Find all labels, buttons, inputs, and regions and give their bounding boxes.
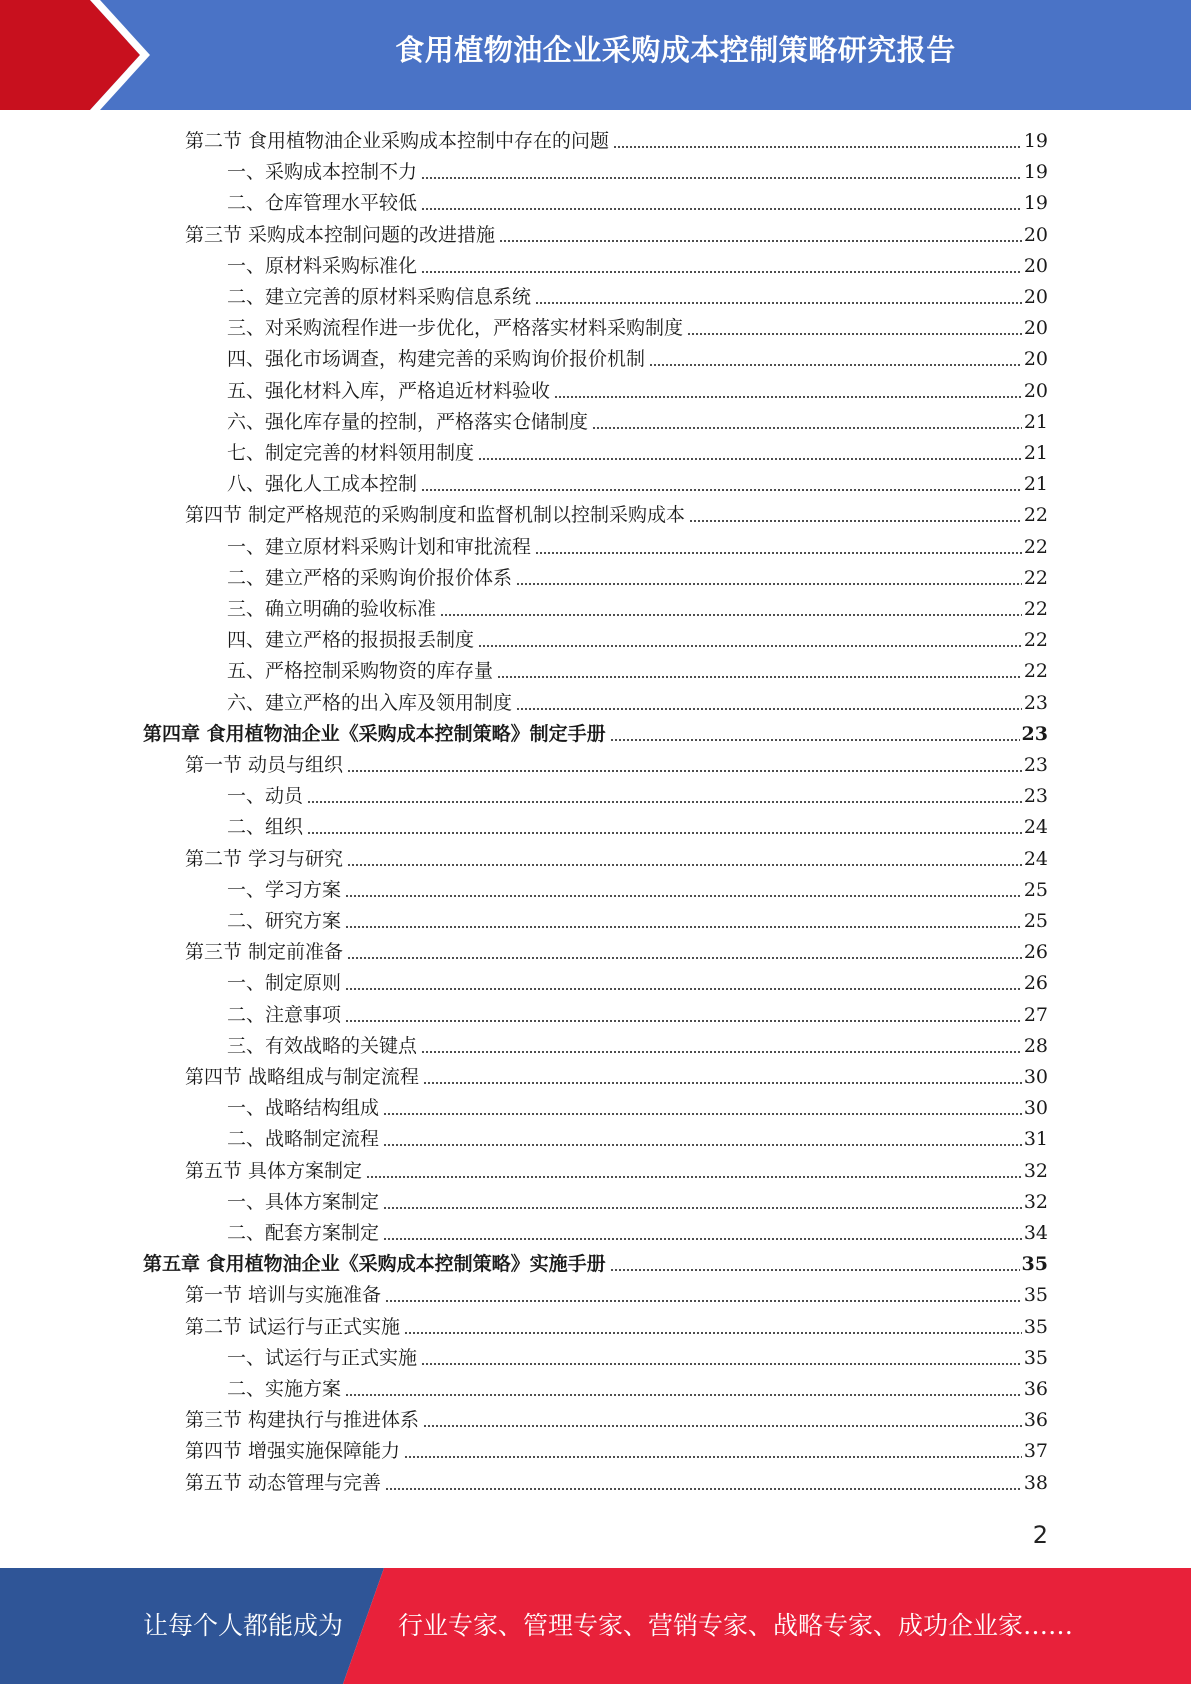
toc-entry[interactable] [227, 908, 1048, 934]
toc-dot-leader [345, 1394, 1022, 1396]
toc-entry-title: 第五节 动态管理与完善 [185, 1471, 382, 1494]
toc-entry-title: 一、具体方案制定 [227, 1190, 380, 1213]
toc-entry-page: 32 [1023, 1159, 1048, 1182]
toc-entry-page: 22 [1023, 566, 1048, 589]
page-number: 2 [1032, 1521, 1048, 1549]
toc-entry[interactable] [227, 1126, 1048, 1152]
toc-entry-page: 25 [1023, 910, 1048, 932]
toc-dot-leader [554, 396, 1022, 398]
toc-dot-leader [347, 770, 1022, 772]
toc-entry-title: 第五章 食用植物油企业《采购成本控制策略》实施手册 [143, 1253, 606, 1276]
toc-entry[interactable] [227, 1002, 1048, 1028]
toc-entry-title: 一、战略结构组成 [227, 1097, 380, 1120]
toc-entry[interactable] [227, 1345, 1048, 1371]
toc-entry-page: 26 [1023, 941, 1048, 964]
toc-entry-title: 三、有效战略的关键点 [227, 1034, 418, 1057]
toc-entry[interactable] [227, 596, 1048, 622]
toc-entry-title: 二、研究方案 [227, 910, 342, 932]
toc-entry-page: 24 [1023, 847, 1048, 870]
toc-entry[interactable] [227, 1033, 1048, 1059]
toc-entry-title: 二、战略制定流程 [227, 1128, 380, 1151]
toc-entry-title: 一、学习方案 [227, 878, 342, 901]
toc-entry-title: 第五节 具体方案制定 [185, 1159, 363, 1182]
toc-entry[interactable] [227, 814, 1048, 840]
toc-entry-page: 36 [1023, 1378, 1048, 1400]
toc-entry-title: 五、强化材料入库，严格追近材料验收 [227, 379, 551, 402]
toc-dot-leader [383, 1207, 1022, 1209]
toc-dot-leader [535, 302, 1022, 304]
toc-entry-page: 20 [1023, 348, 1048, 371]
toc-entry-page: 23 [1021, 722, 1048, 745]
toc-entry-title: 第一节 培训与实施准备 [185, 1284, 382, 1307]
toc-entry[interactable] [185, 128, 1048, 154]
toc-dot-leader [366, 1176, 1022, 1178]
toc-entry[interactable] [227, 159, 1048, 185]
toc-entry[interactable] [227, 1376, 1048, 1402]
toc-dot-leader [383, 1238, 1022, 1240]
toc-entry[interactable] [227, 409, 1048, 435]
toc-entry[interactable] [227, 565, 1048, 591]
toc-entry-page: 20 [1023, 317, 1048, 340]
toc-dot-leader [421, 1051, 1022, 1053]
toc-entry-title: 二、实施方案 [227, 1378, 342, 1400]
toc-entry-title: 第四节 增强实施保障能力 [185, 1440, 401, 1463]
toc-dot-leader [649, 364, 1022, 366]
toc-entry-page: 21 [1023, 442, 1048, 464]
toc-entry-title: 二、建立完善的原材料采购信息系统 [227, 286, 532, 308]
toc-dot-leader [421, 1363, 1022, 1365]
toc-entry-page: 27 [1023, 1003, 1048, 1026]
toc-dot-leader [478, 645, 1022, 647]
toc-entry-title: 一、采购成本控制不力 [227, 161, 418, 184]
toc-entry-title: 二、仓库管理水平较低 [227, 192, 418, 215]
toc-dot-leader [421, 177, 1022, 179]
toc-entry-page: 35 [1023, 1284, 1048, 1307]
toc-entry[interactable] [185, 752, 1048, 778]
toc-entry-page: 32 [1023, 1190, 1048, 1213]
toc-dot-leader [421, 489, 1022, 491]
toc-entry[interactable] [227, 658, 1048, 684]
footer-slogan-right: 行业专家、管理专家、营销专家、战略专家、成功企业家…… [398, 1611, 1074, 1640]
toc-entry-title: 第三节 构建执行与推进体系 [185, 1409, 420, 1432]
toc-entry-page: 37 [1023, 1440, 1048, 1463]
toc-entry-title: 第四节 制定严格规范的采购制度和监督机制以控制采购成本 [185, 504, 686, 527]
toc-dot-leader [347, 957, 1022, 959]
toc-entry-page: 38 [1023, 1471, 1048, 1494]
toc-entry-title: 一、建立原材料采购计划和审批流程 [227, 535, 532, 558]
toc-dot-leader [592, 427, 1022, 429]
toc-entry-title: 四、强化市场调查，构建完善的采购询价报价机制 [227, 348, 646, 371]
toc-dot-leader [610, 1269, 1020, 1271]
toc-entry[interactable] [185, 222, 1048, 248]
toc-entry-title: 三、确立明确的验收标准 [227, 598, 437, 620]
toc-entry-title: 二、注意事项 [227, 1003, 342, 1026]
toc-dot-leader [687, 333, 1022, 335]
toc-dot-leader [689, 520, 1022, 522]
toc-entry[interactable] [227, 970, 1048, 996]
toc-dot-leader [421, 271, 1022, 273]
toc-entry-title: 第四章 食用植物油企业《采购成本控制策略》制定手册 [143, 722, 606, 745]
toc-dot-leader [423, 1425, 1022, 1427]
toc-entry[interactable] [227, 346, 1048, 372]
toc-entry-title: 五、严格控制采购物资的库存量 [227, 660, 494, 683]
toc-entry[interactable] [227, 315, 1048, 341]
toc-entry[interactable] [227, 783, 1048, 809]
toc-dot-leader [423, 1082, 1022, 1084]
toc-entry-title: 第三节 采购成本控制问题的改进措施 [185, 223, 496, 246]
toc-entry-page: 22 [1023, 598, 1048, 620]
toc-entry[interactable] [227, 1095, 1048, 1121]
toc-entry[interactable] [185, 846, 1048, 872]
toc-entry-title: 八、强化人工成本控制 [227, 473, 418, 496]
toc-entry-page: 22 [1023, 629, 1048, 652]
toc-entry[interactable] [185, 1158, 1048, 1184]
toc-entry-page: 22 [1023, 660, 1048, 683]
toc-entry-title: 四、建立严格的报损报丢制度 [227, 629, 475, 652]
toc-entry-title: 二、建立严格的采购询价报价体系 [227, 566, 513, 589]
toc-entry-page: 23 [1023, 754, 1048, 776]
toc-entry-page: 28 [1023, 1034, 1048, 1057]
toc-entry-page: 23 [1023, 785, 1048, 808]
toc-entry-title: 第一节 动员与组织 [185, 754, 344, 776]
toc-entry[interactable] [185, 1438, 1048, 1464]
toc-entry-page: 35 [1023, 1315, 1048, 1338]
toc-entry-page: 23 [1023, 691, 1048, 714]
toc-entry-page: 24 [1023, 816, 1048, 839]
toc-dot-leader [383, 1144, 1022, 1146]
toc-entry[interactable] [143, 721, 1048, 747]
toc-entry-title: 第二节 学习与研究 [185, 847, 344, 870]
toc-entry-page: 20 [1023, 254, 1048, 277]
toc-dot-leader [307, 801, 1022, 803]
toc-entry-page: 35 [1021, 1253, 1048, 1276]
toc-entry-page: 20 [1023, 223, 1048, 246]
toc-entry-page: 22 [1023, 504, 1048, 527]
toc-entry-page: 21 [1023, 473, 1048, 496]
toc-dot-leader [307, 832, 1022, 834]
toc-entry-title: 二、组织 [227, 816, 304, 839]
toc-entry-page: 20 [1023, 286, 1048, 308]
toc-dot-leader [345, 988, 1022, 990]
toc-entry-title: 第三节 制定前准备 [185, 941, 344, 964]
toc-dot-leader [613, 146, 1022, 148]
toc-entry[interactable] [227, 1220, 1048, 1246]
toc-entry-title: 二、配套方案制定 [227, 1222, 380, 1244]
toc-entry[interactable] [227, 877, 1048, 903]
toc-entry[interactable] [185, 502, 1048, 528]
toc-entry-title: 七、制定完善的材料领用制度 [227, 442, 475, 464]
toc-entry-title: 一、动员 [227, 785, 304, 808]
report-title: 食用植物油企业采购成本控制策略研究报告 [395, 33, 956, 67]
footer-banner [0, 1568, 1191, 1684]
toc-entry-title: 一、制定原则 [227, 972, 342, 995]
toc-dot-leader [345, 926, 1022, 928]
toc-dot-leader [497, 676, 1022, 678]
toc-dot-leader [404, 1456, 1022, 1458]
toc-dot-leader [345, 1020, 1022, 1022]
toc-dot-leader [347, 864, 1022, 866]
toc-entry-title: 第二节 试运行与正式实施 [185, 1315, 401, 1338]
toc-dot-leader [421, 208, 1022, 210]
toc-entry-title: 六、强化库存量的控制，严格落实仓储制度 [227, 410, 589, 433]
footer-slogan-left: 让每个人都能成为 [143, 1611, 344, 1640]
toc-entry[interactable] [227, 440, 1048, 466]
toc-entry-page: 19 [1023, 161, 1048, 184]
toc-entry-page: 26 [1023, 972, 1048, 995]
toc-dot-leader [516, 708, 1022, 710]
toc-dot-leader [440, 614, 1022, 616]
toc-entry-page: 20 [1023, 379, 1048, 402]
toc-entry[interactable] [227, 627, 1048, 653]
toc-entry-page: 25 [1023, 878, 1048, 901]
toc-entry[interactable] [227, 690, 1048, 716]
toc-entry-title: 一、原材料采购标准化 [227, 254, 418, 277]
toc-dot-leader [499, 240, 1022, 242]
toc-dot-leader [516, 583, 1022, 585]
toc-entry-page: 30 [1023, 1066, 1048, 1088]
toc-dot-leader [610, 739, 1020, 741]
toc-entry-title: 第四节 战略组成与制定流程 [185, 1066, 420, 1088]
toc-dot-leader [385, 1300, 1022, 1302]
toc-entry[interactable] [185, 1407, 1048, 1433]
toc-dot-leader [404, 1332, 1022, 1334]
toc-entry-page: 30 [1023, 1097, 1048, 1120]
toc-entry[interactable] [185, 1314, 1048, 1340]
toc-entry-page: 22 [1023, 535, 1048, 558]
toc-entry[interactable] [227, 190, 1048, 216]
toc-dot-leader [383, 1113, 1022, 1115]
toc-entry-page: 35 [1023, 1346, 1048, 1369]
toc-entry-page: 19 [1023, 130, 1048, 152]
toc-entry-page: 21 [1023, 410, 1048, 433]
toc-dot-leader [478, 458, 1022, 460]
toc-entry-title: 六、建立严格的出入库及领用制度 [227, 691, 513, 714]
toc-entry[interactable] [185, 939, 1048, 965]
toc-entry[interactable] [227, 378, 1048, 404]
toc-entry[interactable] [185, 1064, 1048, 1090]
toc-entry-page: 36 [1023, 1409, 1048, 1432]
toc-entry[interactable] [185, 1282, 1048, 1308]
toc-entry-title: 三、对采购流程作进一步优化，严格落实材料采购制度 [227, 317, 684, 340]
toc-entry[interactable] [227, 471, 1048, 497]
toc-entry[interactable] [227, 1189, 1048, 1215]
toc-entry-title: 一、试运行与正式实施 [227, 1346, 418, 1369]
toc-entry[interactable] [227, 253, 1048, 279]
toc-dot-leader [535, 552, 1022, 554]
toc-entry-page: 31 [1023, 1128, 1048, 1151]
toc-entry-title: 第二节 食用植物油企业采购成本控制中存在的问题 [185, 130, 610, 152]
toc-entry[interactable] [143, 1251, 1048, 1277]
toc-entry-page: 34 [1023, 1222, 1048, 1244]
toc-dot-leader [385, 1488, 1022, 1490]
toc-dot-leader [345, 895, 1022, 897]
toc-entry[interactable] [227, 284, 1048, 310]
toc-entry[interactable] [227, 534, 1048, 560]
red-arrow-decoration [0, 0, 160, 110]
toc-entry-page: 19 [1023, 192, 1048, 215]
toc-entry[interactable] [185, 1470, 1048, 1496]
header-banner [0, 0, 1191, 110]
